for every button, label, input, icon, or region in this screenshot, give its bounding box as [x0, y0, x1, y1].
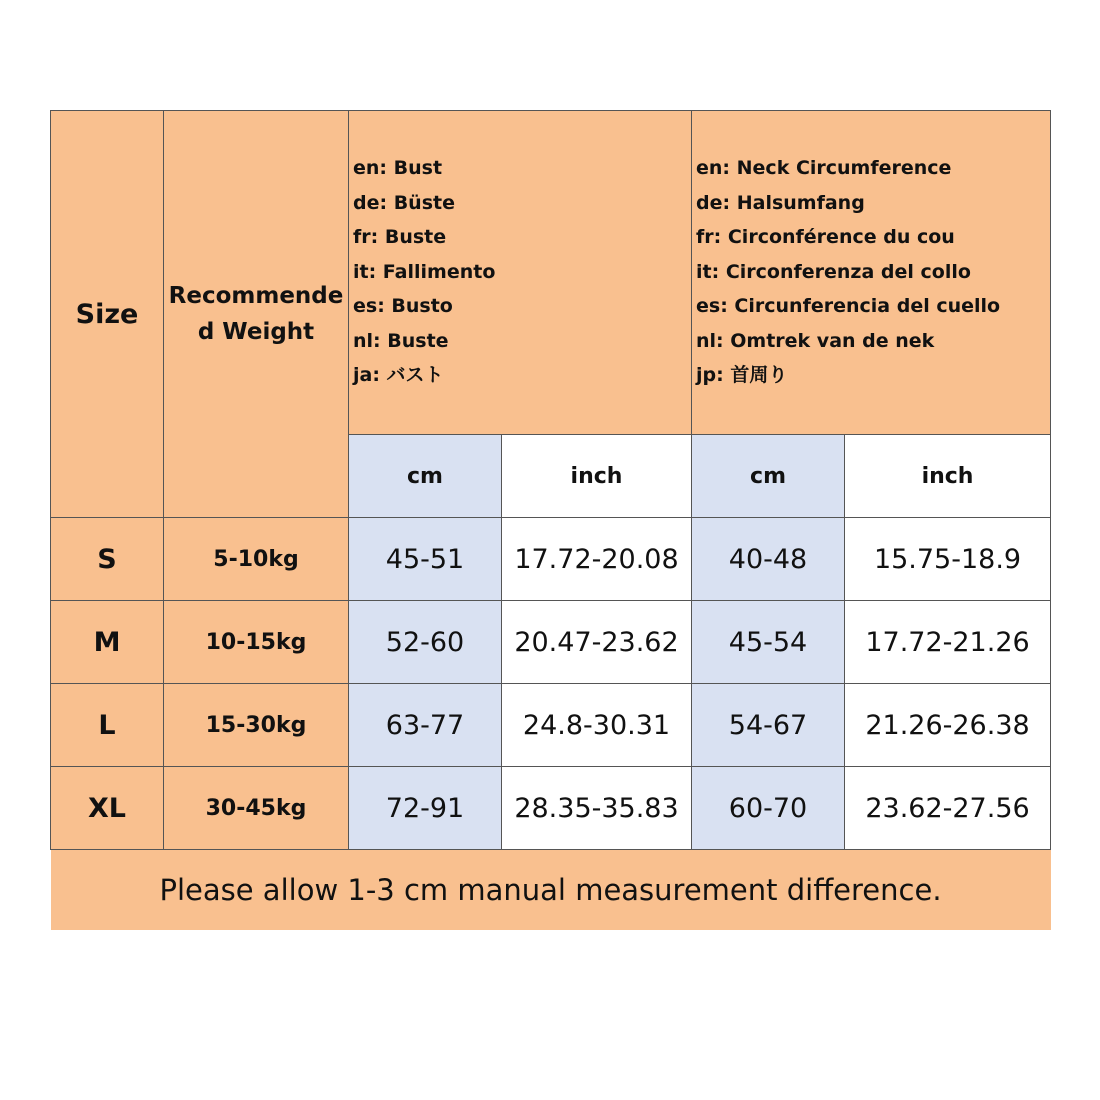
bust-cm-unit: cm: [349, 435, 502, 518]
size-header: Size: [75, 298, 139, 330]
size-cell: XL: [51, 767, 164, 850]
neck-cm-unit: cm: [692, 435, 845, 518]
neck-translation: nl: Omtrek van de nek: [696, 329, 935, 352]
weight-cell: 30-45kg: [164, 767, 349, 850]
neck-translation: fr: Circonférence du cou: [696, 226, 955, 248]
bust-translations: [353, 151, 691, 393]
neck-inch-cell: 23.62-27.56: [845, 767, 1051, 850]
bust-translation: nl: Buste: [353, 329, 449, 352]
weight-cell: 10-15kg: [164, 601, 349, 684]
neck-translation: es: Circunferencia del cuello: [696, 295, 1001, 317]
neck-cm-cell: 54-67: [692, 684, 845, 767]
measurement-note: Please allow 1-3 cm manual measurement difference.: [51, 850, 1051, 930]
bust-cm-cell: 72-91: [349, 767, 502, 850]
bust-translation: en: Bust: [353, 157, 443, 179]
table-row: [51, 767, 1051, 850]
weight-header-cell: [164, 111, 349, 518]
size-cell: S: [51, 518, 164, 601]
neck-cm-cell: 40-48: [692, 518, 845, 601]
bust-translation: ja: バスト: [353, 364, 444, 386]
bust-cm-cell: 45-51: [349, 518, 502, 601]
note-row: [51, 850, 1051, 930]
bust-inch-unit: inch: [502, 435, 692, 518]
table-row: [51, 684, 1051, 767]
bust-inch-cell: 24.8-30.31: [502, 684, 692, 767]
table-row: [51, 518, 1051, 601]
weight-cell: 15-30kg: [164, 684, 349, 767]
bust-inch-cell: 28.35-35.83: [502, 767, 692, 850]
neck-inch-cell: 21.26-26.38: [845, 684, 1051, 767]
size-header-cell: [51, 111, 164, 518]
neck-inch-cell: 15.75-18.9: [845, 518, 1051, 601]
size-chart-table: [50, 110, 1051, 930]
header-row: [51, 111, 1051, 435]
weight-cell: 5-10kg: [164, 518, 349, 601]
size-cell: L: [51, 684, 164, 767]
bust-cm-cell: 52-60: [349, 601, 502, 684]
neck-cm-cell: 60-70: [692, 767, 845, 850]
neck-translation: jp: 首周り: [696, 364, 788, 386]
bust-cm-cell: 63-77: [349, 684, 502, 767]
size-cell: M: [51, 601, 164, 684]
neck-translation: en: Neck Circumference: [696, 157, 952, 179]
bust-header-cell: [349, 111, 692, 435]
bust-inch-cell: 17.72-20.08: [502, 518, 692, 601]
neck-inch-unit: inch: [845, 435, 1051, 518]
bust-translation: fr: Buste: [353, 226, 447, 248]
neck-header-cell: [692, 111, 1051, 435]
weight-header-line2: d Weight: [197, 319, 315, 345]
bust-translation: de: Büste: [353, 191, 455, 214]
neck-cm-cell: 45-54: [692, 601, 845, 684]
neck-inch-cell: 17.72-21.26: [845, 601, 1051, 684]
neck-translations: [696, 151, 1050, 393]
bust-translation: es: Busto: [353, 295, 453, 317]
weight-header-line1: Recommende: [168, 283, 344, 309]
bust-inch-cell: 20.47-23.62: [502, 601, 692, 684]
bust-translation: it: Fallimento: [353, 260, 496, 283]
neck-translation: it: Circonferenza del collo: [696, 260, 971, 283]
table-row: [51, 601, 1051, 684]
neck-translation: de: Halsumfang: [696, 191, 865, 214]
